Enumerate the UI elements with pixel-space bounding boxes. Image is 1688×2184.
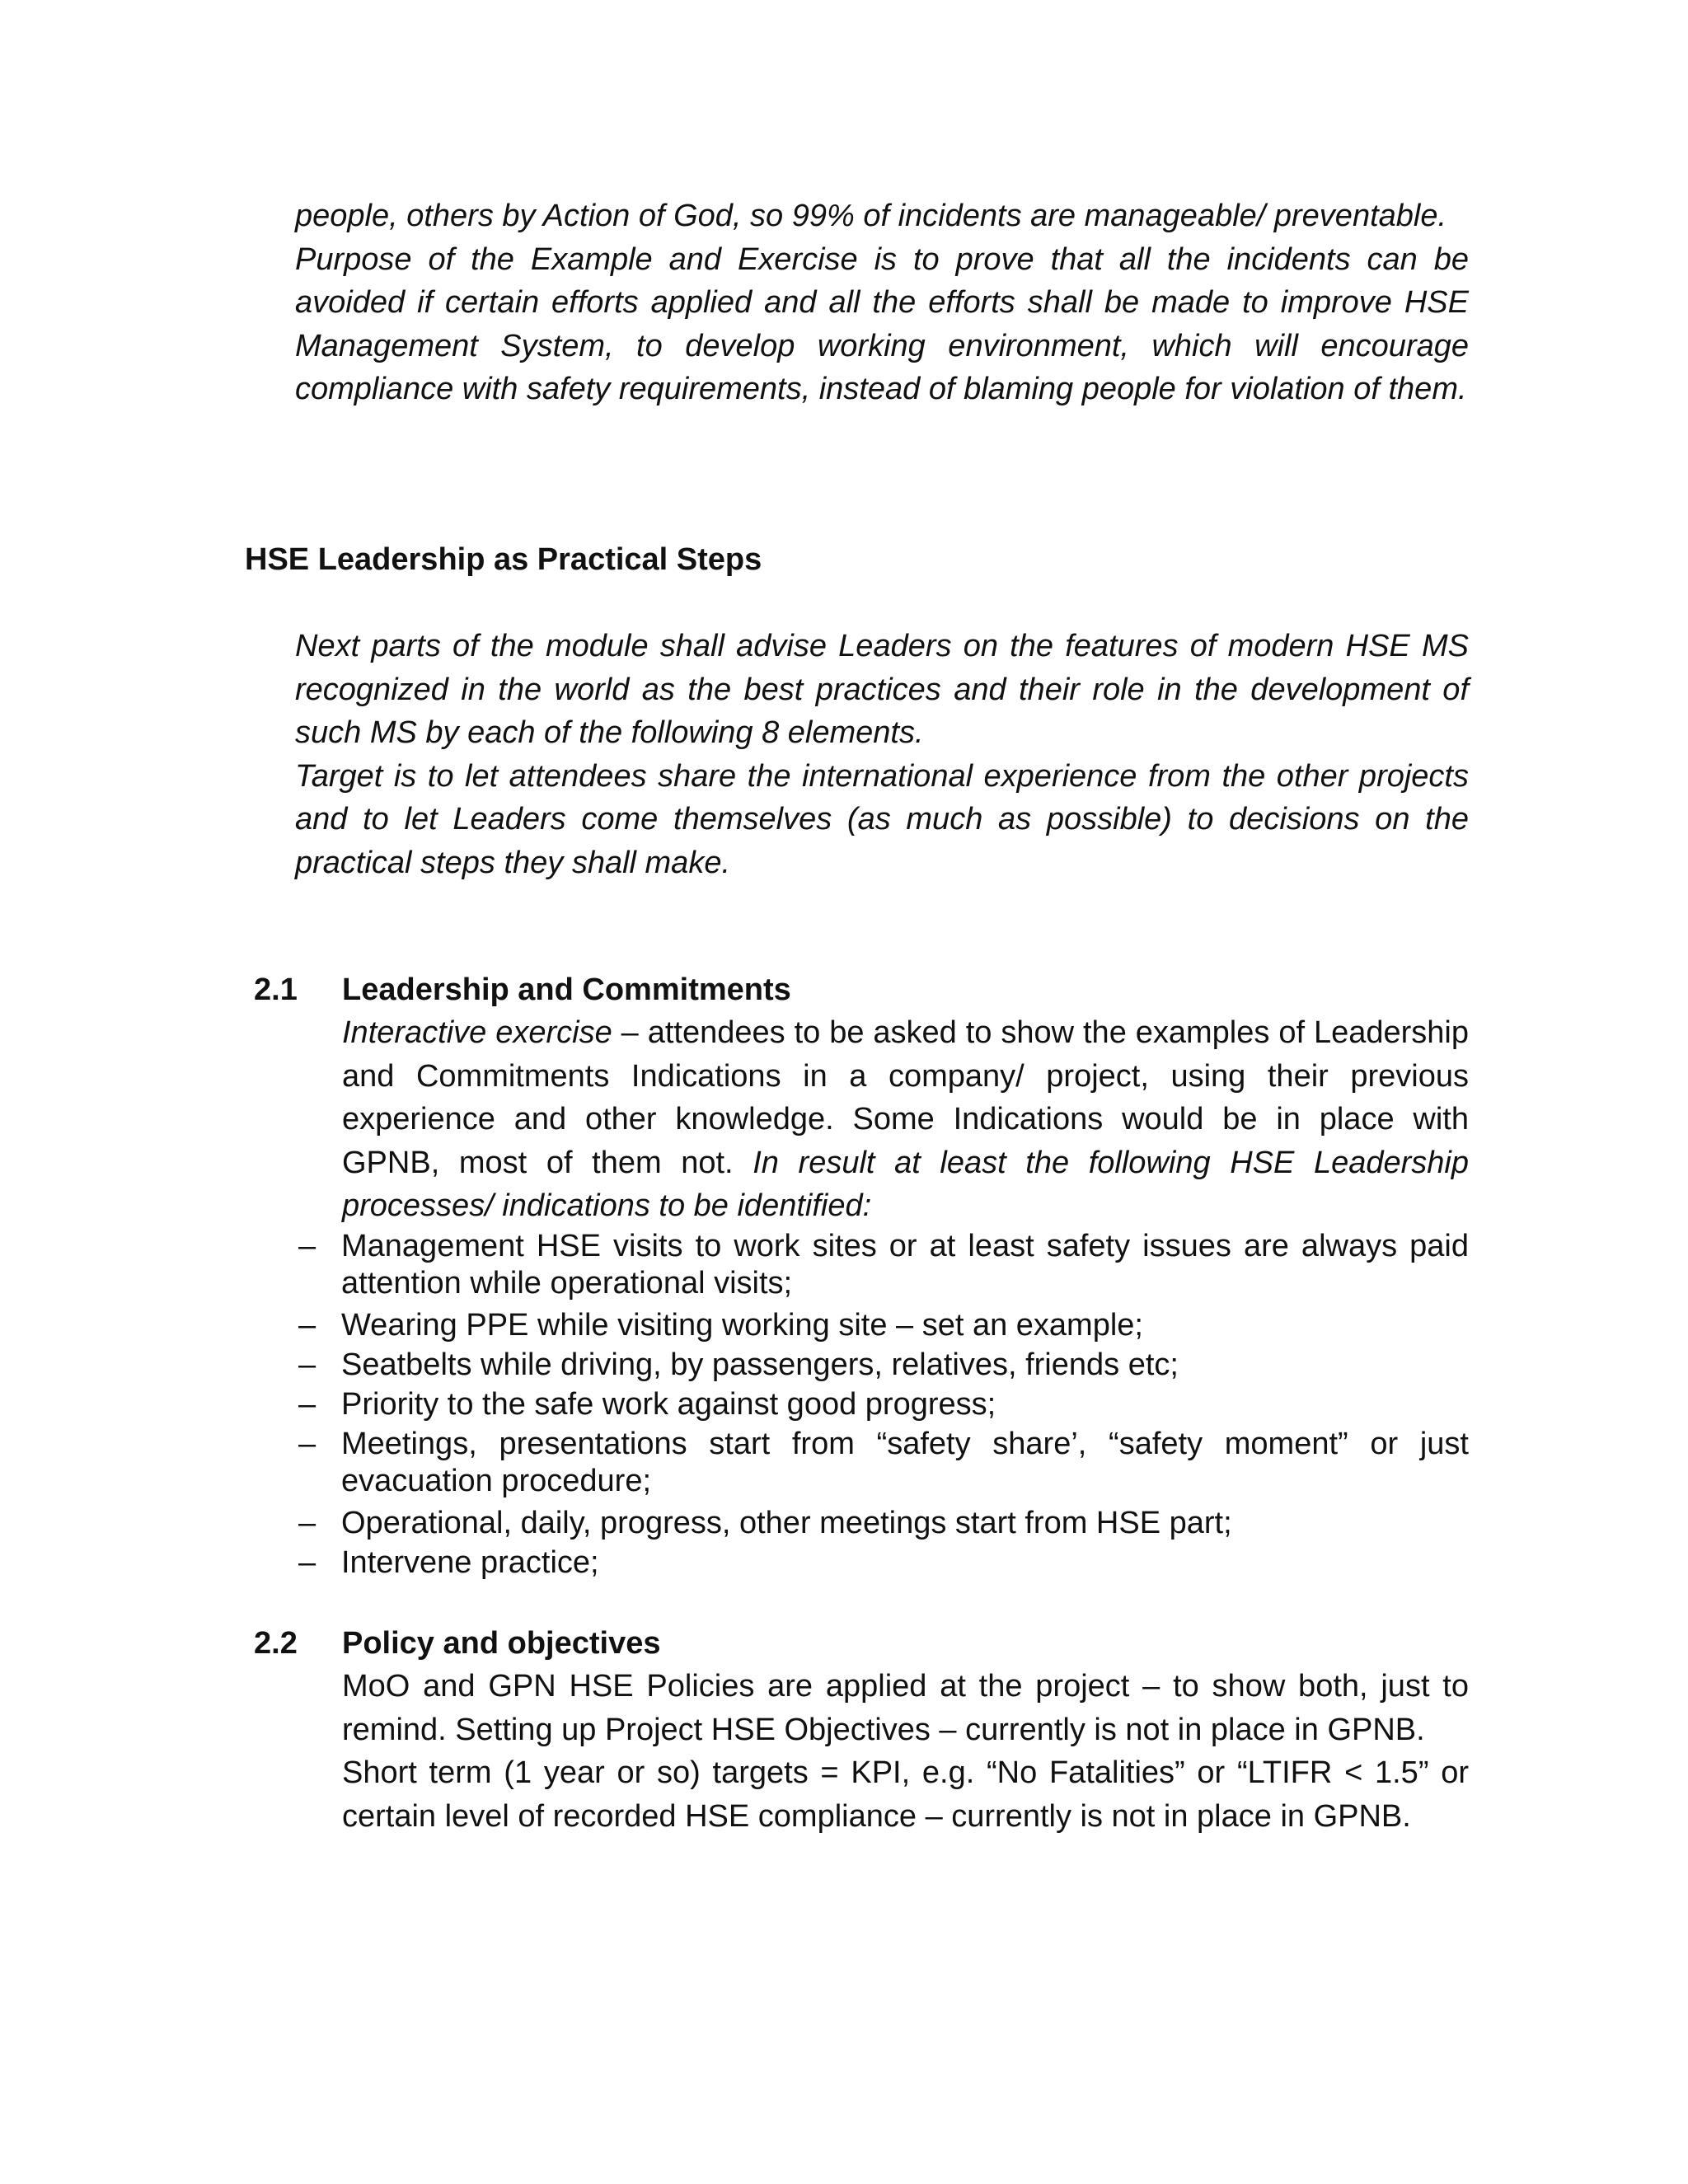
- bullet-dash: –: [298, 1427, 316, 1461]
- bullet-dash: –: [298, 1308, 316, 1343]
- section-2-1-body: [342, 1011, 1469, 1228]
- bullet-dash: –: [298, 1229, 316, 1263]
- interactive-exercise-label: Interactive exercise: [342, 1015, 612, 1050]
- intro-paragraph-1: people, others by Action of God, so 99% of incidents are manageable/ preventable.: [295, 199, 1447, 233]
- list-item: – Seatbelts while driving, by passengers, relatives, friends etc;: [298, 1347, 1179, 1382]
- leadership-steps-block: [295, 625, 1469, 884]
- section-title: Policy and objectives: [342, 1626, 661, 1661]
- list-item: – Meetings, presentations start from “safety share’, “safety moment” or just evacuation procedure;: [298, 1427, 1469, 1498]
- leadership-paragraph-2: Target is to let attendees share the international experience from the other projects and to let Leaders come themselves (as much as possible) to decisions on the practical steps they shall make.: [295, 758, 1469, 880]
- list-item: – Management HSE visits to work sites or at least safety issues are always paid attention while operational visits;: [298, 1229, 1469, 1301]
- section-number: 2.1: [254, 972, 298, 1007]
- section-2-1: [254, 968, 1469, 1228]
- list-item: – Wearing PPE while visiting working site – set an example;: [298, 1308, 1143, 1343]
- list-item: – Intervene practice;: [298, 1545, 599, 1580]
- hse-leadership-heading: HSE Leadership as Practical Steps: [245, 542, 762, 577]
- bullet-dash: –: [298, 1506, 316, 1540]
- exercise-result: In result at least the following HSE Leadership processes/ indications to be identified:: [342, 1145, 1469, 1223]
- section-2-2: [254, 1622, 1469, 1838]
- bullet-dash: –: [298, 1347, 316, 1382]
- leadership-indications-list: [298, 1228, 1469, 1584]
- policy-paragraph-1: MoO and GPN HSE Policies are applied at the project – to show both, just to remind. Setting up Project HSE Objectives – currently is not in place in GPNB.: [342, 1669, 1469, 1747]
- list-item: – Operational, daily, progress, other meetings start from HSE part;: [298, 1506, 1232, 1540]
- policy-paragraph-2: Short term (1 year or so) targets = KPI, e.g. “No Fatalities” or “LTIFR < 1.5” or certain level of recorded HSE compliance – currently is not in place in GPNB.: [342, 1755, 1469, 1834]
- list-item: – Priority to the safe work against good progress;: [298, 1387, 996, 1422]
- section-number: 2.2: [254, 1626, 298, 1661]
- intro-paragraph-2: Purpose of the Example and Exercise is to prove that all the incidents can be avoided if certain efforts applied and all the efforts shall be made to improve HSE Management System, to develop working environment, which will encourage compliance with safety requirements, instead of blaming people for violation of them.: [295, 241, 1469, 406]
- leadership-paragraph-1: Next parts of the module shall advise Leaders on the features of modern HSE MS recognized in the world as the best practices and their role in the development of such MS by each of the following 8 elements.: [295, 629, 1469, 750]
- section-title: Leadership and Commitments: [342, 972, 791, 1007]
- intro-block: [295, 194, 1469, 411]
- exercise-description: – attendees to be asked to show the examples of Leadership and Commitments Indications in a company/ project, using their previous experience and other knowledge. Some Indications would be in place with GPNB, most of them not.: [342, 1015, 1469, 1180]
- bullet-dash: –: [298, 1387, 316, 1422]
- section-2-2-heading: [254, 1622, 1469, 1665]
- section-2-1-heading: [254, 968, 1469, 1011]
- bullet-dash: –: [298, 1545, 316, 1580]
